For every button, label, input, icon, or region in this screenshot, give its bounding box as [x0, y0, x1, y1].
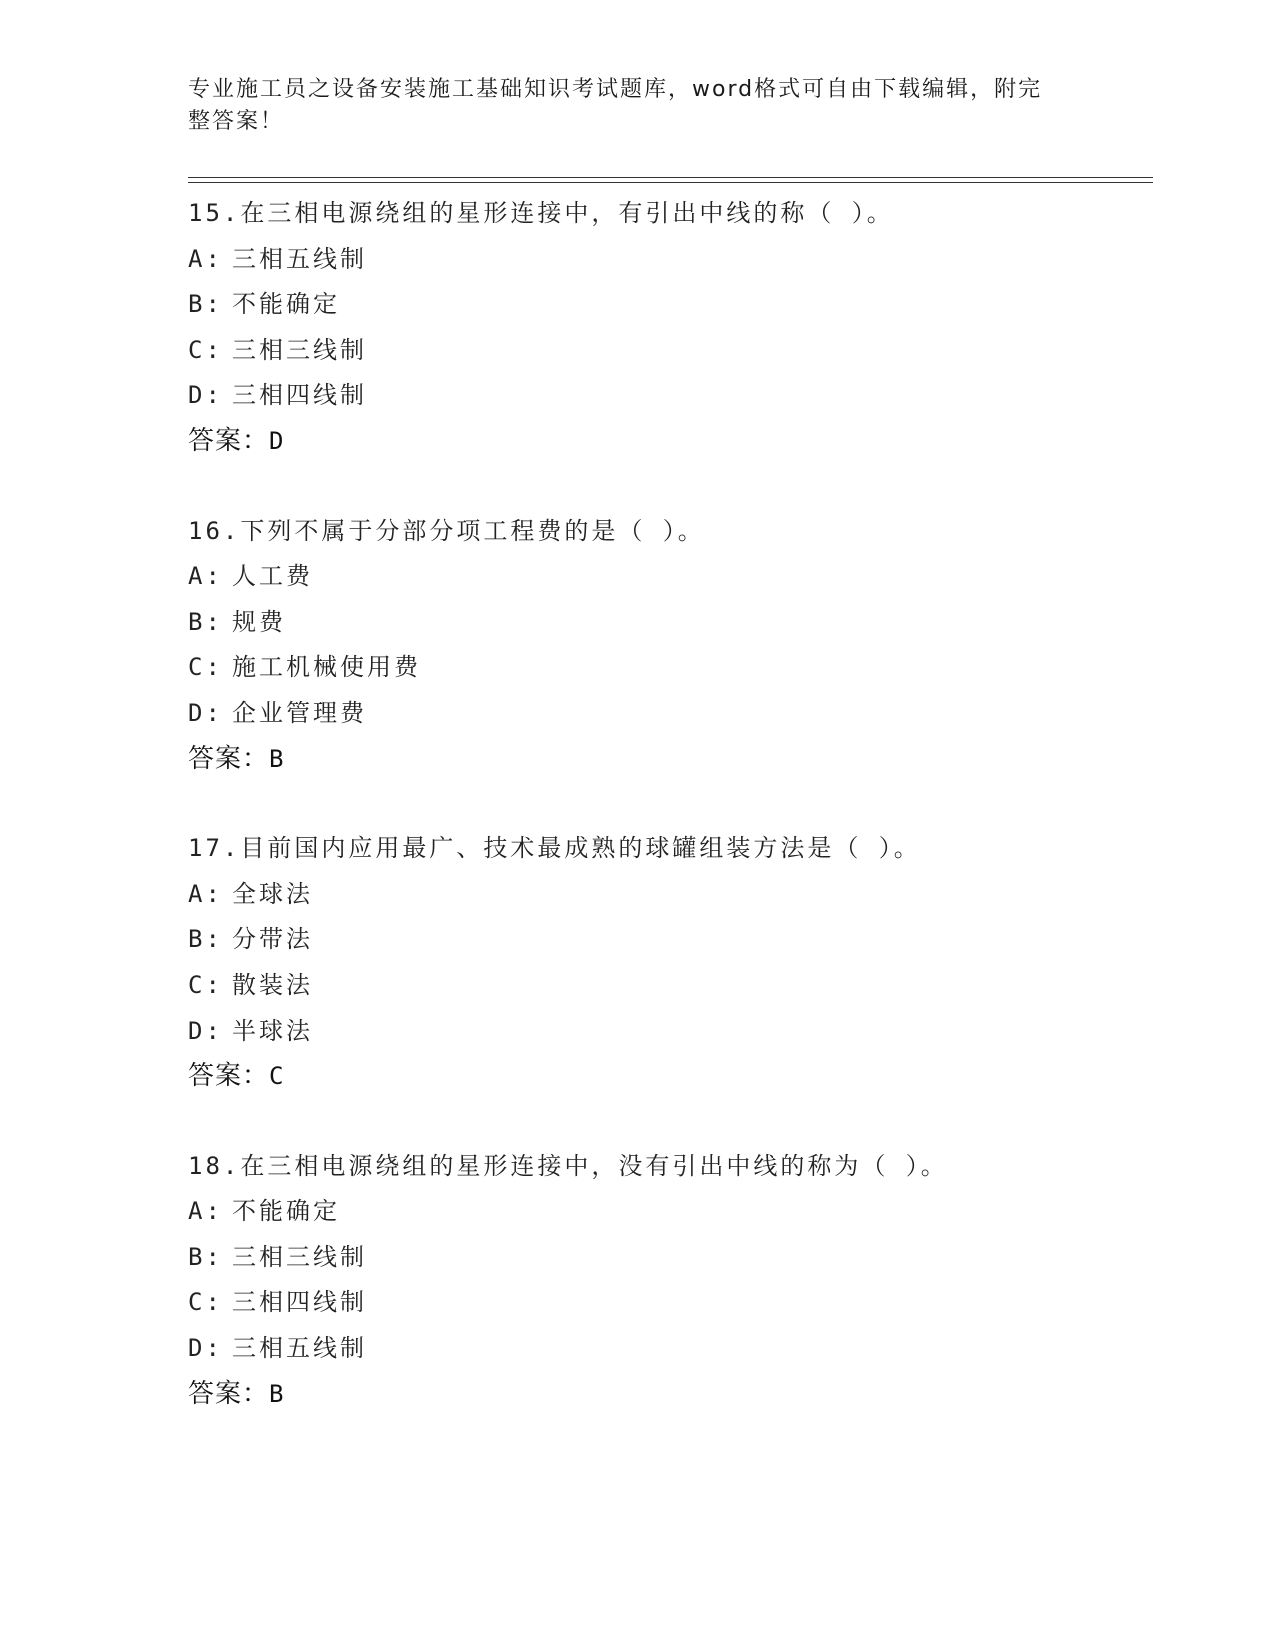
option-text: 不能确定 — [232, 290, 340, 319]
option-text: 半球法 — [232, 1016, 313, 1045]
header-divider-bottom — [188, 182, 1153, 183]
option-b — [188, 1235, 1153, 1281]
header-line-1: 专业施工员之设备安装施工基础知识考试题库，word格式可自由下载编辑，附完 — [188, 77, 1043, 102]
option-letter: A: — [188, 562, 223, 591]
option-letter: B: — [188, 607, 223, 636]
option-letter: C: — [188, 970, 223, 999]
option-letter: D: — [188, 698, 223, 727]
question-stem: 17.目前国内应用最广、技术最成熟的球罐组装方法是（ ）。 — [188, 834, 921, 863]
option-text: 三相四线制 — [232, 1288, 367, 1317]
question-15 — [188, 191, 1153, 465]
option-b — [188, 600, 1153, 646]
answer-label: 答案： — [188, 1061, 270, 1092]
document-header — [188, 74, 1068, 138]
option-c — [188, 645, 1153, 691]
question-17 — [188, 826, 1153, 1100]
answer-label: 答案： — [188, 743, 270, 774]
question-stem: 18.在三相电源绕组的星形连接中，没有引出中线的称为（ ）。 — [188, 1151, 948, 1180]
option-letter: B: — [188, 925, 223, 954]
option-letter: A: — [188, 879, 223, 908]
option-text: 不能确定 — [232, 1197, 340, 1226]
option-d — [188, 1009, 1153, 1055]
option-letter: B: — [188, 1242, 223, 1271]
option-text: 散装法 — [232, 970, 313, 999]
question-list — [188, 191, 1153, 1461]
answer-line — [188, 1372, 1153, 1418]
option-text: 三相三线制 — [232, 1242, 367, 1271]
option-a — [188, 1189, 1153, 1235]
option-c — [188, 1280, 1153, 1326]
option-a — [188, 554, 1153, 600]
option-c — [188, 963, 1153, 1009]
question-stem: 15.在三相电源绕组的星形连接中，有引出中线的称（ ）。 — [188, 199, 894, 227]
option-b — [188, 917, 1153, 963]
option-text: 分带法 — [232, 925, 313, 954]
option-letter: C: — [188, 653, 223, 682]
option-text: 企业管理费 — [232, 698, 367, 727]
option-text: 三相四线制 — [232, 381, 367, 410]
answer-value: C — [269, 1062, 285, 1091]
answer-line — [188, 737, 1153, 783]
option-letter: C: — [188, 1288, 223, 1317]
option-letter: C: — [188, 335, 223, 364]
answer-line — [188, 419, 1153, 465]
option-d — [188, 691, 1153, 737]
option-text: 施工机械使用费 — [232, 653, 421, 682]
answer-value: B — [269, 744, 285, 773]
answer-label: 答案： — [188, 425, 270, 456]
option-b — [188, 282, 1153, 328]
answer-value: B — [269, 1379, 285, 1408]
option-letter: B: — [188, 290, 223, 319]
header-divider-top — [188, 177, 1153, 178]
option-a — [188, 872, 1153, 918]
answer-label: 答案： — [188, 1378, 270, 1409]
option-d — [188, 373, 1153, 419]
answer-line — [188, 1054, 1153, 1100]
option-letter: A: — [188, 1197, 223, 1226]
option-text: 人工费 — [232, 562, 313, 591]
option-text: 三相五线制 — [232, 244, 367, 273]
option-text: 三相三线制 — [232, 335, 367, 364]
answer-value: D — [269, 426, 285, 455]
option-text: 三相五线制 — [232, 1334, 367, 1363]
option-a — [188, 237, 1153, 283]
option-letter: D: — [188, 1016, 223, 1045]
option-letter: D: — [188, 381, 223, 410]
header-line-2: 整答案！ — [188, 109, 285, 134]
option-c — [188, 328, 1153, 374]
option-text: 全球法 — [232, 879, 313, 908]
option-letter: D: — [188, 1334, 223, 1363]
question-18 — [188, 1144, 1153, 1418]
question-stem: 16.下列不属于分部分项工程费的是（ ）。 — [188, 516, 705, 545]
option-letter: A: — [188, 244, 223, 273]
question-16 — [188, 509, 1153, 783]
option-d — [188, 1326, 1153, 1372]
option-text: 规费 — [232, 607, 286, 636]
